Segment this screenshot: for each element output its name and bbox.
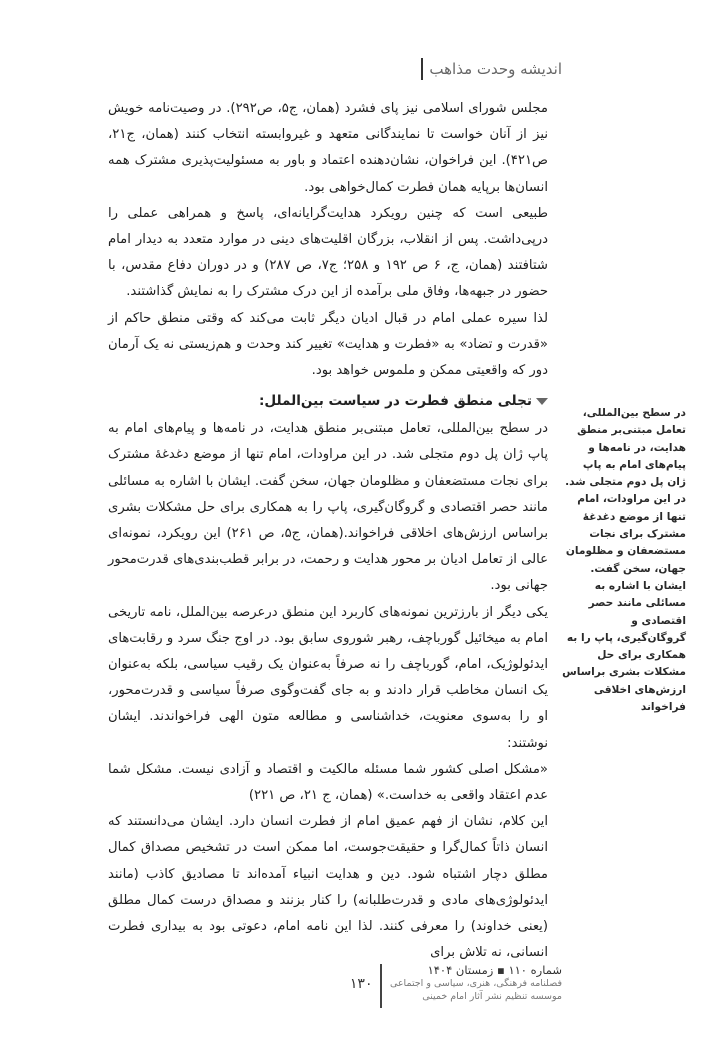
journal-section-title: اندیشه وحدت مذاهب [429, 60, 562, 78]
page-footer [350, 964, 562, 1008]
paragraph: طبیعی است که چنین رویکرد هدایت‌گرایانه‌ای، پاسخ و همراهی عملی را درپی‌داشت. پس از انقلاب، بزرگان اقلیت‌های دینی در موارد متعدد به دیدار امام شتافتند (همان، ج، ۶ ص ۱۹۲ و ۲۵۸؛ ج۷، ص ۲۸۷) و در دوران دفاع مقدس، با حضور در جبهه‌ها، وفاق ملی برآمده از این درک مشترک را به نمایش گذاشتند. [108, 205, 548, 300]
section-heading-text: تجلی منطق فطرت در سیاست بین‌الملل: [258, 393, 532, 410]
quote-paragraph: «مشکل اصلی کشور شما مسئله مالکیت و اقتصاد و آزادی نیست. مشکل شما عدم اعتقاد واقعی به خداست.» (همان، ج ۲۱، ص ۲۲۱) [108, 761, 548, 804]
page-number: ۱۳۰ [349, 976, 373, 992]
section-heading [108, 386, 548, 416]
paragraph: یکی دیگر از بارزترین نمونه‌های کاربرد این منطق در‌عرصه بین‌الملل، نامه تاریخی امام به میخائیل گورباچف، رهبر شوروی سابق بود. در اوج جنگ سرد و رقابت‌های ایدئولوژیک، امام، گورباچف را نه صرفاً به‌عنوان یک رقیب سیاسی، بلکه به‌عنوان یک انسان مخاطب قرار دادند و به جای گفت‌وگوی صرفاً سیاسی و قدرت‌محور، او را به‌سوی معنویت، خداشناسی و مطالعه متون الهی فراخواندند. ایشان نوشتند: [108, 604, 548, 751]
pull-quote: در سطح بین‌المللی، تعامل مبتنی‌بر منطق هدایت، در نامه‌ها و پیام‌های امام به پاپ ژان پل دوم متجلی شد. در این مراودات، امام تنها از موضع دغدغهٔ مشترک برای نجات مستضعفان و مظلومان جهان، سخن گفت. ایشان با اشاره به مسائلی مانند حصر اقتصادی و گروگان‌گیری، پاپ را به همکاری برای حل مشکلات بشری براساس ارزش‌های اخلاقی فراخواند [562, 407, 686, 714]
triangle-bullet-icon [536, 398, 548, 405]
publisher-name: موسسه تنظیم نشر آثار امام خمینی [422, 991, 562, 1002]
article-body [108, 96, 548, 967]
footer-meta [390, 964, 562, 1003]
footer-divider [380, 964, 382, 1008]
paragraph: این کلام، نشان از فهم عمیق امام از فطرت انسان دارد. ایشان می‌دانستند که انسان ذاتاً کمال‌گرا و حقیقت‌جوست، اما ممکن است در تشخیص مصداق کمال مطلق دچار اشتباه شود. دین و هدایت انبیاء آمده‌اند تا مصادیق کاذب (مانند ایدئولوژی‌های مادی و قدرت‌طلبانه) را کنار بزنند و مصداق درست کمال مطلق (یعنی خداوند) را معرفی کنند. لذا این نامه امام، دعوتی بود به بیداری فطرت انسانی، نه تلاش برای [108, 814, 548, 961]
issue-info: شماره ۱۱۰ ▪ زمستان ۱۴۰۴ [427, 963, 562, 977]
paragraph: لذا سیره عملی امام در قبال ادیان دیگر ثابت می‌کند که وقتی منطق حاکم از «قدرت و تضاد» به «فطرت و هدایت» تغییر کند وحدت و هم‌زیستی نه یک آرمان دور که واقعیتی ممکن و ملموس خواهد بود. [108, 310, 548, 379]
running-header [421, 58, 562, 80]
paragraph: مجلس شورای اسلامی نیز پای فشرد (همان، ج۵، ص۲۹۲). در وصیت‌نامه خویش نیز از آنان خواست تا نمایندگانی متعهد و غیروابسته انتخاب کنند (همان، ج۲۱، ص۴۲۱). این فراخوان، نشان‌دهنده اعتماد و باور به مسئولیت‌پذیری مشترک همه انسان‌ها برپایه همان فطرت کمال‌خواهی بود. [108, 101, 548, 195]
journal-description: فصلنامه فرهنگی، هنری، سیاسی و اجتماعی [389, 978, 562, 989]
header-divider [421, 58, 423, 80]
paragraph: در سطح بین‌المللی، تعامل مبتنی‌بر منطق هدایت، در نامه‌ها و پیام‌های امام به پاپ ژان پل دوم متجلی شد. در این مراودات، امام تنها از موضع دغدغهٔ مشترک برای نجات مستضعفان و مظلومان جهان، سخن گفت. ایشان با اشاره به مسائلی مانند حصر اقتصادی و گروگان‌گیری، پاپ را به همکاری برای حل مشکلات بشری براساس ارزش‌های اخلاقی فراخواند.(همان، ج۵، ص ۲۶۱) این رویکرد، نمونه‌ای عالی از تعامل ادیان بر محور هدایت و رحمت، در برابر قطب‌بندی‌های قدرت‌محور جهانی بود. [108, 421, 549, 594]
